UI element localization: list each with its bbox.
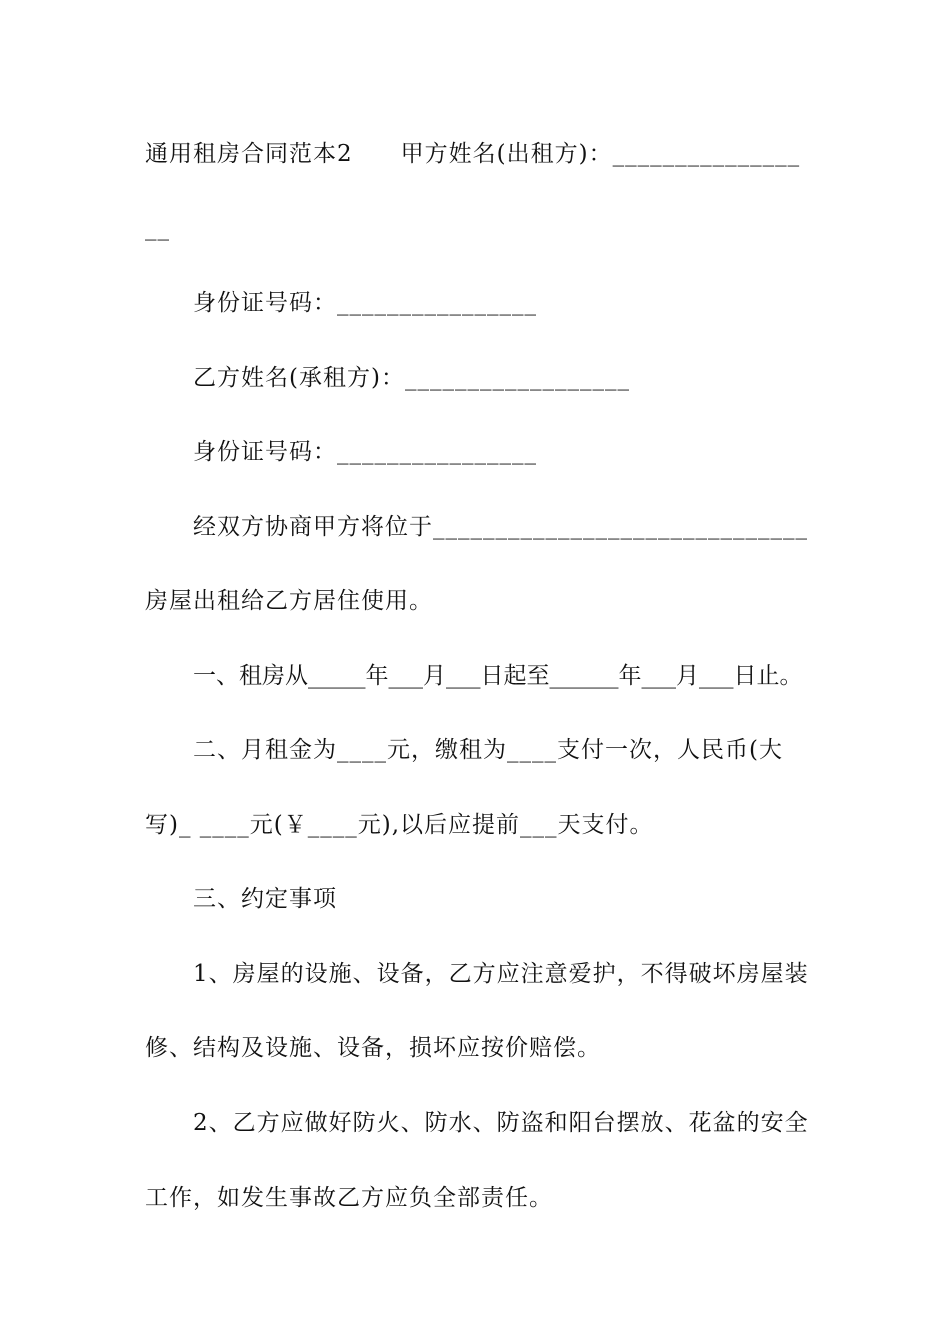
clause-3-heading: 三、约定事项 — [193, 886, 337, 912]
property-location: 经双方协商甲方将位于______________________________ — [193, 514, 808, 540]
party-a-name-continuation: __ — [145, 215, 170, 241]
party-a-id-number: 身份证号码：________________ — [193, 290, 537, 316]
party-b-name: 乙方姓名(承租方)：__________________ — [193, 365, 630, 391]
clause-2-continuation: 写)_ ____元(￥____元),以后应提前___天支付。 — [145, 812, 654, 838]
term-1-continuation: 修、结构及设施、设备，损坏应按价赔偿。 — [145, 1035, 601, 1061]
term-1-facilities: 1、房屋的设施、设备，乙方应注意爱护，不得破坏房屋装 — [193, 961, 809, 987]
clause-2-rent-amount: 二、月租金为____元，缴租为____支付一次，人民币(大 — [193, 737, 783, 763]
party-b-id-number: 身份证号码：________________ — [193, 439, 537, 465]
clause-1-rental-period: 一、租房从_____年___月___日起至______年___月___日止。 — [193, 663, 803, 689]
term-2-continuation: 工作，如发生事故乙方应负全部责任。 — [145, 1185, 553, 1211]
title-and-party-a-name: 通用租房合同范本2 甲方姓名(出租方)：_______________ — [145, 141, 801, 167]
property-usage: 房屋出租给乙方居住使用。 — [145, 588, 433, 614]
term-2-safety: 2、乙方应做好防火、防水、防盗和阳台摆放、花盆的安全 — [193, 1110, 809, 1136]
